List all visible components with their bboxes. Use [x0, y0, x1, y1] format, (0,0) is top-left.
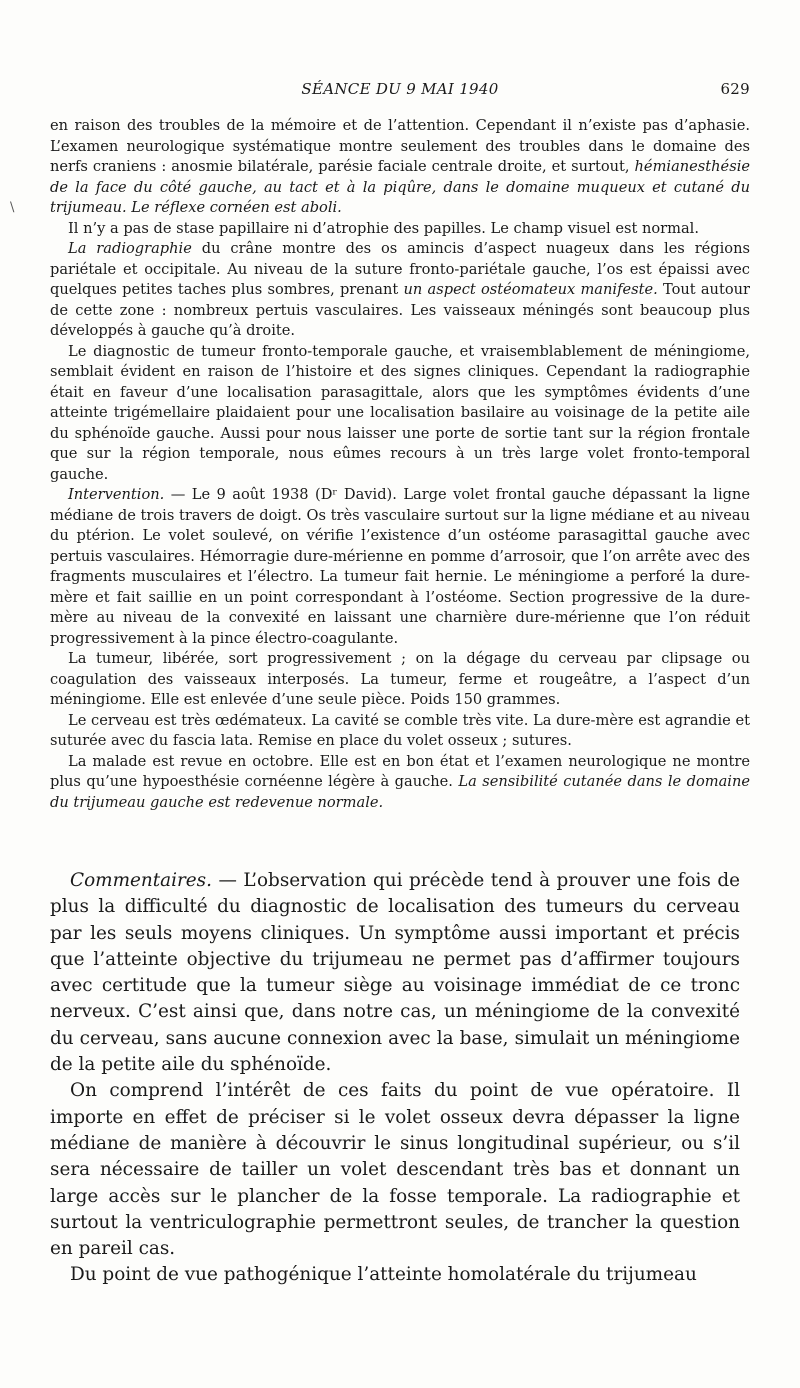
- italic-run: Commentaires.: [70, 870, 212, 891]
- paragraph: On comprend l’intérêt de ces faits du point de vue opératoire. Il importe en effet de préciser si le volet osseux devra dépasser la ligne médiane de manière à découvrir le sinus longitudinal supérieur, ou s’il sera nécessaire de tailler un volet descendant très bas et donnant un large accès sur le plancher de la fosse temporale. La radiographie et surtout la ventriculographie permettront seules, de trancher la question en pareil cas.: [50, 1080, 740, 1260]
- paragraph: [50, 868, 740, 1078]
- paragraph: [50, 239, 750, 342]
- text-run: du crâne montre des os amincis d’aspect nuageux dans les régions pariétale et occipitale. Au niveau de la suture fronto-pariétale gauche, l’os est épaissi avec quelques petites taches plus sombres, prenant: [50, 240, 750, 298]
- paragraph: Le cerveau est très œdémateux. La cavité se comble très vite. La dure-mère est agrandie et suturée avec du fascia lata. Remise en place du volet osseux ; sutures.: [50, 711, 750, 749]
- text-run: en raison des troubles de la mémoire et de l’attention. Cependant il n’existe pas d’aphasie. L’examen neurologique systématique montre seulement des troubles dans le domaine des nerfs craniens : anosmie bilatérale, parésie faciale centrale droite, et surtout,: [50, 117, 750, 175]
- page-number: 629: [720, 80, 750, 98]
- paragraph: La tumeur, libérée, sort progressivement ; on la dégage du cerveau par clipsage ou coagulation des vaisseaux interposés. La tumeur, ferme et rougeâtre, a l’aspect d’un méningiome. Elle est enlevée d’une seule pièce. Poids 150 grammes.: [50, 650, 750, 708]
- italic-run: un aspect ostéomateux manifeste.: [403, 281, 658, 298]
- paragraph: Du point de vue pathogénique l’atteinte homolatérale du trijumeau: [70, 1264, 697, 1286]
- text-run: La malade est revue en octobre. Elle est en bon état et l’examen neurologique ne montre plus qu’une hypoesthésie cornéenne légère à gauche.: [50, 752, 750, 790]
- text-run: — L’observation qui précède tend à prouver une fois de plus la difficulté du diagnostic de localisation des tumeurs du cerveau par les seuls moyens cliniques. Un symptôme aussi important et précis que l’atteinte objective du trijumeau ne permet pas d’affirmer toujours avec certitude que la tumeur siège au voisinage immédiat de ce tronc nerveux. C’est ainsi que, dans notre cas, un méningiome de la convexité du cerveau, sans aucune connexion avec la base, simulait un méningiome de la petite aile du sphénoïde.: [50, 870, 740, 1076]
- paragraph: Le diagnostic de tumeur fronto-temporale gauche, et vraisemblablement de méningiome, semblait évident en raison de l’histoire et des signes cliniques. Cependant la radiographie était en faveur d’une localisation parasagittale, alors que les symptômes évidents d’une atteinte trigémellaire plaidaient pour une localisation basilaire au voisinage de la petite aile du sphénoïde gauche. Aussi pour nous laisser une porte de sortie tant sur la région frontale que sur la région temporale, nous eûmes recours à un très large volet fronto-temporal gauche.: [50, 342, 750, 483]
- text-run: — Le 9 août 1938 (Dʳ David). Large volet frontal gauche dépassant la ligne médiane de trois travers de doigt. Os très vasculaire surtout sur la ligne médiane et au niveau du ptérion. Le volet soulevé, on vérifie l’existence d’un ostéome parasagittal gauche avec pertuis vasculaires. Hémorragie dure-mérienne en pomme d’arrosoir, que l’on arrête avec des fragments musculaires et l’électro. La tumeur fait hernie. Le méningiome a perforé la dure-mère et fait saillie en un point correspondant à l’ostéome. Section progressive de la dure-mère au niveau de la convexité en laissant une charnière dure-mérienne que l’on réduit progressivement à la pince électro-coagulante.: [50, 486, 750, 647]
- running-title: SÉANCE DU 9 MAI 1940: [301, 80, 499, 98]
- running-header: [50, 80, 750, 104]
- paragraph: [50, 752, 750, 814]
- italic-run: La sensibilité cutanée dans le domaine du trijumeau gauche est redevenue normale.: [50, 773, 750, 811]
- margin-mark: \: [10, 200, 15, 215]
- case-report: [50, 116, 750, 813]
- paragraph: [50, 116, 750, 219]
- italic-run: hémianesthésie de la face du côté gauche, au tact et à la piqûre, dans le domaine muqueux et cutané du trijumeau. Le réflexe cornéen est aboli.: [50, 158, 750, 216]
- paragraph: [50, 485, 750, 649]
- commentary: [50, 868, 740, 1289]
- italic-run: Intervention.: [68, 486, 165, 503]
- paragraph: Il n’y a pas de stase papillaire ni d’atrophie des papilles. Le champ visuel est normal.: [68, 219, 699, 237]
- text-run: Tout autour de cette zone : nombreux pertuis vasculaires. Les vaisseaux méningés sont beaucoup plus développés à gauche qu’à droite.: [50, 281, 750, 339]
- italic-run: La radiographie: [68, 240, 192, 257]
